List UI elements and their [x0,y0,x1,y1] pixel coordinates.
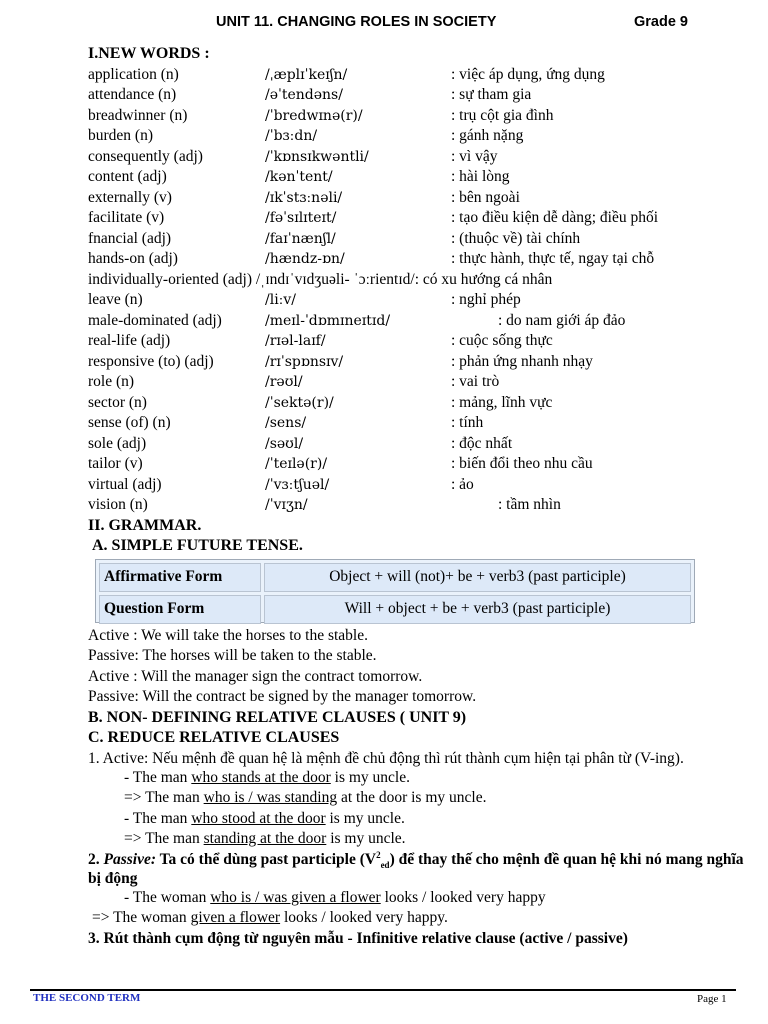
vocabulary-ipa: /liːv/ [265,292,297,308]
vocabulary-word: breadwinner (n) [88,106,188,124]
vocabulary-ipa: /hændz-ɒn/ [265,251,345,267]
vocabulary-word: tailor (v) [88,455,143,472]
table-cell-value: Will + object + be + verb3 (past participle) [264,595,691,624]
example-line: Passive: The horses will be taken to the stable. [88,647,377,664]
grammar-table [95,559,695,623]
vocabulary-meaning: : vì vậy [451,147,498,165]
vocabulary-ipa: /ˈbredwɪnə(r)/ [265,107,363,124]
vocabulary-meaning: : phản ứng nhanh nhạy [451,352,593,370]
vocabulary-row [88,475,748,496]
vocabulary-row [88,393,748,414]
vocabulary-row [88,311,748,332]
vocabulary-ipa: /meɪl-ˈdɒmɪneɪtɪd/ [265,312,391,329]
vocabulary-row [88,65,748,86]
vocabulary-row [88,495,748,516]
vocabulary-ipa: /rəʊl/ [265,374,303,390]
vocabulary-row [88,85,748,106]
vocabulary-meaning: : (thuộc về) tài chính [451,229,581,247]
vocabulary-meaning: : nghỉ phép [451,291,521,308]
vocabulary-meaning: : hài lòng [451,168,510,185]
infinitive-rule-text: 3. Rút thành cụm động từ nguyên mẫu - Infinitive relative clause (active / passive) [88,929,628,947]
vocabulary-word: vision (n) [88,496,148,513]
example-line: Active : Will the manager sign the contract tomorrow. [88,667,423,685]
vocabulary-row [88,147,748,168]
vocabulary-word: facilitate (v) [88,209,165,226]
vocabulary-ipa: /səʊl/ [265,435,304,452]
vocabulary-meaning: : tạo điều kiện dễ dàng; điều phối [451,209,659,226]
new-words-heading: I.NEW WORDS : [88,45,210,62]
vocabulary-word: attendance (n) [88,86,177,103]
vocabulary-ipa: /ˈvɜːtʃuəl/ [265,476,330,493]
table-row [99,595,691,624]
vocabulary-word: role (n) [88,373,135,390]
table-cell-label: Question Form [99,595,261,624]
vocabulary-word: sole (adj) [88,434,147,452]
vocabulary-ipa: /ɪkˈstɜːnəli/ [265,189,343,206]
vocabulary-meaning: : độc nhất [451,434,513,452]
vocabulary-word: consequently (adj) [88,147,203,165]
document-body [88,44,748,949]
vocabulary-row [88,331,748,352]
vocabulary-word: fnancial (adj) [88,229,172,247]
example-line: Passive: Will the contract be signed by the manager tomorrow. [88,688,477,705]
active-rule-text: 1. Active: Nếu mệnh đề quan hệ là mệnh đề chủ động thì rút thành cụm hiện tại phân từ (V-ing). [88,749,684,767]
vocabulary-word: sector (n) [88,393,147,411]
vocabulary-meaning: : tầm nhìn [498,496,561,513]
vocabulary-row [88,208,748,229]
example-line: => The woman given a flower looks / looked very happy. [92,909,448,926]
vocabulary-row [88,290,748,311]
vocabulary-row [88,434,748,455]
table-row [99,563,691,592]
vocabulary-row [88,126,748,147]
vocabulary-word: real-life (adj) [88,332,171,349]
vocabulary-list [88,65,748,270]
grammar-heading: II. GRAMMAR. [88,516,202,534]
vocabulary-ipa: /əˈtendəns/ [265,87,343,103]
vocabulary-meaning: : sự tham gia [451,86,532,103]
vocabulary-row [88,413,748,434]
vocabulary-ipa: /rɪəl-laɪf/ [265,333,326,349]
vocabulary-long-row: individually-oriented (adj) /ˌɪndɪˈvɪdʒuəli- ˈɔːrientɪd/: có xu hướng cá nhân [88,270,553,288]
vocabulary-ipa: /sens/ [265,415,307,431]
vocabulary-meaning: : biến đổi theo nhu cầu [451,455,593,472]
example-line: - The man who stood at the door is my uncle. [124,809,405,827]
vocabulary-word: sense (of) (n) [88,414,171,431]
vocabulary-meaning: : gánh nặng [451,127,524,144]
table-cell-label: Affirmative Form [99,563,261,592]
vocabulary-meaning: : trụ cột gia đình [451,106,554,124]
vocabulary-row [88,188,748,209]
vocabulary-row [88,229,748,250]
vocabulary-ipa: /ˈvɪʒn/ [265,497,308,513]
vocabulary-row [88,372,748,393]
reduce-relative-heading: C. REDUCE RELATIVE CLAUSES [88,729,340,746]
vocabulary-ipa: /ˈkɒnsɪkwəntli/ [265,148,369,165]
vocabulary-list-continued [88,290,748,516]
vocabulary-ipa: /ˈteɪlə(r)/ [265,456,328,472]
vocabulary-row [88,352,748,373]
footer-divider [30,989,736,991]
footer-term-label: THE SECOND TERM [33,992,141,1004]
passive-rule-text: 2. Passive: Ta có thể dùng past participle $(V^2_{ed})$ để thay thế cho mệnh đề quan hệ khi nó mang nghĩa bị động [88,849,744,887]
vocabulary-meaning: : tính [451,414,484,431]
grade-label: Grade 9 [634,14,688,30]
vocabulary-word: hands-on (adj) [88,250,178,267]
vocabulary-word: leave (n) [88,291,143,308]
vocabulary-meaning: : cuộc sống thực [451,332,553,349]
vocabulary-row [88,454,748,475]
vocabulary-word: content (adj) [88,168,167,185]
vocabulary-word: responsive (to) (adj) [88,352,214,370]
example-line: => The man standing at the door is my uncle. [124,830,406,847]
vocabulary-word: virtual (adj) [88,475,162,493]
page-number: Page 1 [697,993,727,1005]
vocabulary-ipa: /rɪˈspɒnsɪv/ [265,353,344,370]
example-line: => The man who is / was standing at the door is my uncle. [124,789,487,806]
vocabulary-ipa: /ˈbɜːdn/ [265,128,318,144]
vocabulary-meaning: : việc áp dụng, ứng dụng [451,65,605,83]
vocabulary-meaning: : bên ngoài [451,188,520,206]
vocabulary-word: male-dominated (adj) [88,311,222,329]
vocabulary-row [88,249,748,270]
example-line: - The woman who is / was given a flower looks / looked very happy [124,888,546,906]
vocabulary-word: burden (n) [88,127,153,144]
vocabulary-meaning: : vai trò [451,373,500,390]
vocabulary-ipa: /fəˈsɪlɪteɪt/ [265,210,337,226]
example-line: - The man who stands at the door is my uncle. [124,768,410,786]
simple-future-heading: A. SIMPLE FUTURE TENSE. [92,537,303,554]
vocabulary-ipa: /kənˈtent/ [265,169,333,185]
vocabulary-meaning: : mảng, lĩnh vực [451,393,553,411]
vocabulary-meaning: : ảo [451,475,474,493]
vocabulary-meaning: : do nam giới áp đảo [498,311,626,329]
non-defining-heading: B. NON- DEFINING RELATIVE CLAUSES ( UNIT 9) [88,708,467,726]
table-cell-value: Object + will (not)+ be + verb3 (past participle) [264,563,691,592]
vocabulary-ipa: /ˌæplɪˈkeɪʃn/ [265,66,348,83]
example-line: Active : We will take the horses to the stable. [88,626,368,644]
vocabulary-ipa: /faɪˈnænʃl/ [265,230,336,247]
vocabulary-word: externally (v) [88,188,172,206]
document-title: UNIT 11. CHANGING ROLES IN SOCIETY [216,14,497,30]
vocabulary-ipa: /ˈsektə(r)/ [265,394,334,411]
vocabulary-meaning: : thực hành, thực tế, ngay tại chỗ [451,250,655,267]
vocabulary-row [88,167,748,188]
vocabulary-word: application (n) [88,65,179,83]
vocabulary-row [88,106,748,127]
